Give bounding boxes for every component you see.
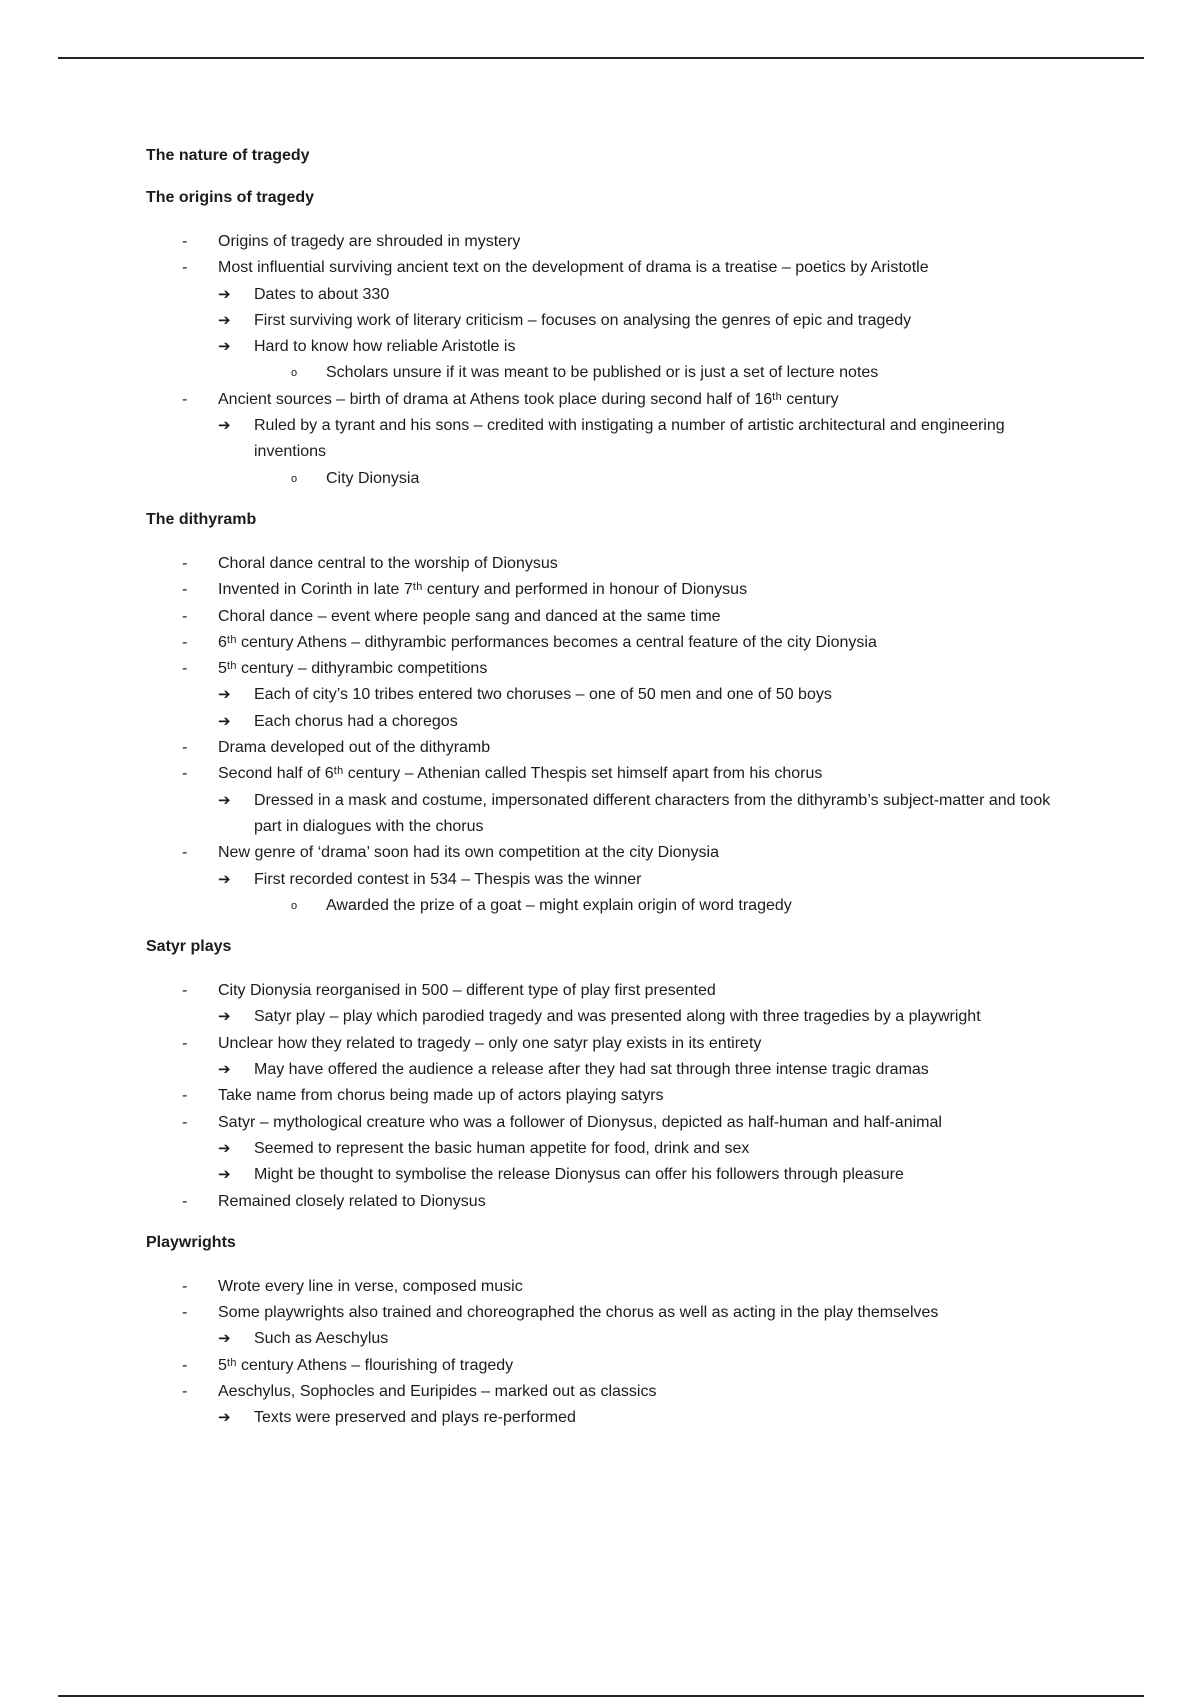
list-item-text: Each chorus had a choregos [254, 712, 458, 730]
list-item-text: Might be thought to symbolise the release Dionysus can offer his followers through pleasure [254, 1166, 904, 1184]
list-item-text: May have offered the audience a release after they had sat through three intense tragic dramas [254, 1061, 929, 1079]
list-item [146, 1162, 1066, 1188]
list-item-text: Most influential surviving ancient text on the development of drama is a treatise – poetics by Aristotle [218, 259, 929, 277]
list-item-text: Such as Aeschylus [254, 1330, 389, 1348]
list-item [146, 788, 1066, 841]
list-item-text: 6ᵗʰ century Athens – dithyrambic performances becomes a central feature of the city Dionysia [218, 633, 877, 651]
list-item-text: Each of city’s 10 tribes entered two choruses – one of 50 men and one of 50 boys [254, 686, 832, 704]
list-item [146, 761, 1066, 787]
list-item [146, 1004, 1066, 1030]
list-item [146, 1136, 1066, 1162]
arrow-bullet-icon: ➔ [218, 1409, 231, 1427]
arrow-bullet-icon: ➔ [218, 1139, 231, 1157]
arrow-bullet-icon: ➔ [218, 791, 231, 809]
list-item-text: Ancient sources – birth of drama at Athens took place during second half of 16ᵗʰ century [218, 390, 839, 408]
dash-bullet-icon: - [182, 554, 188, 572]
list-item-text: Second half of 6ᵗʰ century – Athenian called Thespis set himself apart from his chorus [218, 765, 823, 783]
arrow-bullet-icon: ➔ [218, 1166, 231, 1184]
list-item [146, 604, 1066, 630]
arrow-bullet-icon: ➔ [218, 338, 231, 356]
list-item-text: Satyr – mythological creature who was a follower of Dionysus, depicted as half-human and half-animal [218, 1113, 942, 1131]
circle-bullet-icon: o [291, 899, 298, 912]
list-item-text: Awarded the prize of a goat – might explain origin of word tragedy [326, 896, 792, 914]
list-item [146, 867, 1066, 893]
section [146, 188, 1066, 492]
list-item-text: Origins of tragedy are shrouded in mystery [218, 233, 521, 250]
list-item-text: Choral dance central to the worship of Dionysus [218, 554, 558, 572]
list-item [146, 893, 1066, 919]
dash-bullet-icon: - [182, 233, 188, 250]
dash-bullet-icon: - [182, 1087, 188, 1105]
arrow-bullet-icon: ➔ [218, 1061, 231, 1079]
dash-bullet-icon: - [182, 390, 188, 408]
list-item-text: Seemed to represent the basic human appetite for food, drink and sex [254, 1139, 750, 1157]
list-item-text: Remained closely related to Dionysus [218, 1192, 486, 1210]
dash-bullet-icon: - [182, 633, 188, 651]
list-item-text: Unclear how they related to tragedy – only one satyr play exists in its entirety [218, 1034, 762, 1052]
header-rule [58, 57, 1144, 59]
dash-bullet-icon: - [182, 1192, 188, 1210]
list-item-text: Wrote every line in verse, composed music [218, 1277, 523, 1295]
list-item [146, 308, 1066, 334]
dash-bullet-icon: - [182, 259, 188, 277]
list-item [146, 360, 1066, 386]
list-item [146, 282, 1066, 308]
arrow-bullet-icon: ➔ [218, 1008, 231, 1026]
section-heading: The dithyramb [146, 510, 257, 528]
list-item [146, 334, 1066, 360]
list-item [146, 978, 1066, 1004]
list-item [146, 840, 1066, 866]
arrow-bullet-icon: ➔ [218, 712, 231, 730]
dash-bullet-icon: - [182, 1356, 188, 1374]
arrow-bullet-icon: ➔ [218, 1330, 231, 1348]
bullet-list [146, 551, 1066, 919]
list-item-text: Hard to know how reliable Aristotle is [254, 338, 516, 356]
list-item [146, 1031, 1066, 1057]
section [146, 1233, 1066, 1432]
list-item-text: Scholars unsure if it was meant to be published or is just a set of lecture notes [326, 364, 879, 382]
list-item [146, 1326, 1066, 1352]
list-item-text: 5ᵗʰ century Athens – flourishing of tragedy [218, 1356, 514, 1374]
list-item-text: New genre of ‘drama’ soon had its own competition at the city Dionysia [218, 844, 719, 862]
dash-bullet-icon: - [182, 1034, 188, 1052]
list-item-text: Aeschylus, Sophocles and Euripides – marked out as classics [218, 1382, 657, 1400]
list-item-text: First recorded contest in 534 – Thespis was the winner [254, 870, 642, 888]
circle-bullet-icon: o [291, 472, 298, 485]
list-item [146, 1405, 1066, 1431]
list-item-text: Take name from chorus being made up of actors playing satyrs [218, 1087, 664, 1105]
list-item [146, 255, 1066, 281]
list-item [146, 1379, 1066, 1405]
list-item [146, 656, 1066, 682]
list-item-text: First surviving work of literary criticism – focuses on analysing the genres of epic and tragedy [254, 311, 912, 329]
dash-bullet-icon: - [182, 765, 188, 783]
list-item [146, 413, 1066, 466]
list-item-text: Dates to about 330 [254, 285, 390, 303]
section [146, 510, 1066, 919]
list-item-text: City Dionysia [326, 469, 420, 487]
list-item [146, 1300, 1066, 1326]
list-item [146, 709, 1066, 735]
list-item-text: 5ᵗʰ century – dithyrambic competitions [218, 660, 488, 678]
list-item [146, 1110, 1066, 1136]
dash-bullet-icon: - [182, 581, 188, 599]
circle-bullet-icon: o [291, 367, 298, 380]
section-heading: Satyr plays [146, 938, 232, 956]
dash-bullet-icon: - [182, 982, 188, 1000]
list-item [146, 735, 1066, 761]
arrow-bullet-icon: ➔ [218, 417, 231, 435]
dash-bullet-icon: - [182, 844, 188, 862]
list-item [146, 577, 1066, 603]
arrow-bullet-icon: ➔ [218, 311, 231, 329]
list-item [146, 1353, 1066, 1379]
list-item-text: Satyr play – play which parodied tragedy and was presented along with three tragedies by a playwright [254, 1008, 981, 1026]
list-item [146, 1274, 1066, 1300]
list-item [146, 630, 1066, 656]
list-item-text: Dressed in a mask and costume, impersonated different characters from the dithyramb’s subject-matter and took part in dialogues with the chorus [254, 791, 1051, 835]
list-item [146, 229, 1066, 255]
dash-bullet-icon: - [182, 739, 188, 757]
footer-rule [58, 1695, 1144, 1697]
list-item [146, 1189, 1066, 1215]
list-item [146, 551, 1066, 577]
dash-bullet-icon: - [182, 1304, 188, 1322]
document-sections [146, 188, 1066, 1432]
list-item [146, 1057, 1066, 1083]
document-title: The nature of tragedy [146, 147, 310, 164]
dash-bullet-icon: - [182, 660, 188, 678]
arrow-bullet-icon: ➔ [218, 686, 231, 704]
list-item-text: Some playwrights also trained and choreographed the chorus as well as acting in the play themselves [218, 1304, 939, 1322]
bullet-list [146, 978, 1066, 1215]
list-item-text: Choral dance – event where people sang and danced at the same time [218, 607, 721, 625]
section-heading: Playwrights [146, 1233, 236, 1251]
list-item [146, 466, 1066, 492]
list-item-text: City Dionysia reorganised in 500 – different type of play first presented [218, 982, 716, 1000]
dash-bullet-icon: - [182, 1113, 188, 1131]
dash-bullet-icon: - [182, 607, 188, 625]
list-item [146, 387, 1066, 413]
dash-bullet-icon: - [182, 1277, 188, 1295]
list-item-text: Ruled by a tyrant and his sons – credited with instigating a number of artistic architectural and engineering inventions [254, 417, 1005, 461]
list-item-text: Drama developed out of the dithyramb [218, 739, 491, 757]
document-body [146, 146, 1066, 1450]
bullet-list [146, 229, 1066, 492]
list-item-text: Texts were preserved and plays re-performed [254, 1409, 576, 1427]
list-item-text: Invented in Corinth in late 7ᵗʰ century and performed in honour of Dionysus [218, 581, 748, 599]
dash-bullet-icon: - [182, 1382, 188, 1400]
section [146, 937, 1066, 1215]
bullet-list [146, 1274, 1066, 1432]
list-item [146, 682, 1066, 708]
arrow-bullet-icon: ➔ [218, 285, 231, 303]
arrow-bullet-icon: ➔ [218, 870, 231, 888]
section-heading: The origins of tragedy [146, 189, 315, 206]
list-item [146, 1083, 1066, 1109]
